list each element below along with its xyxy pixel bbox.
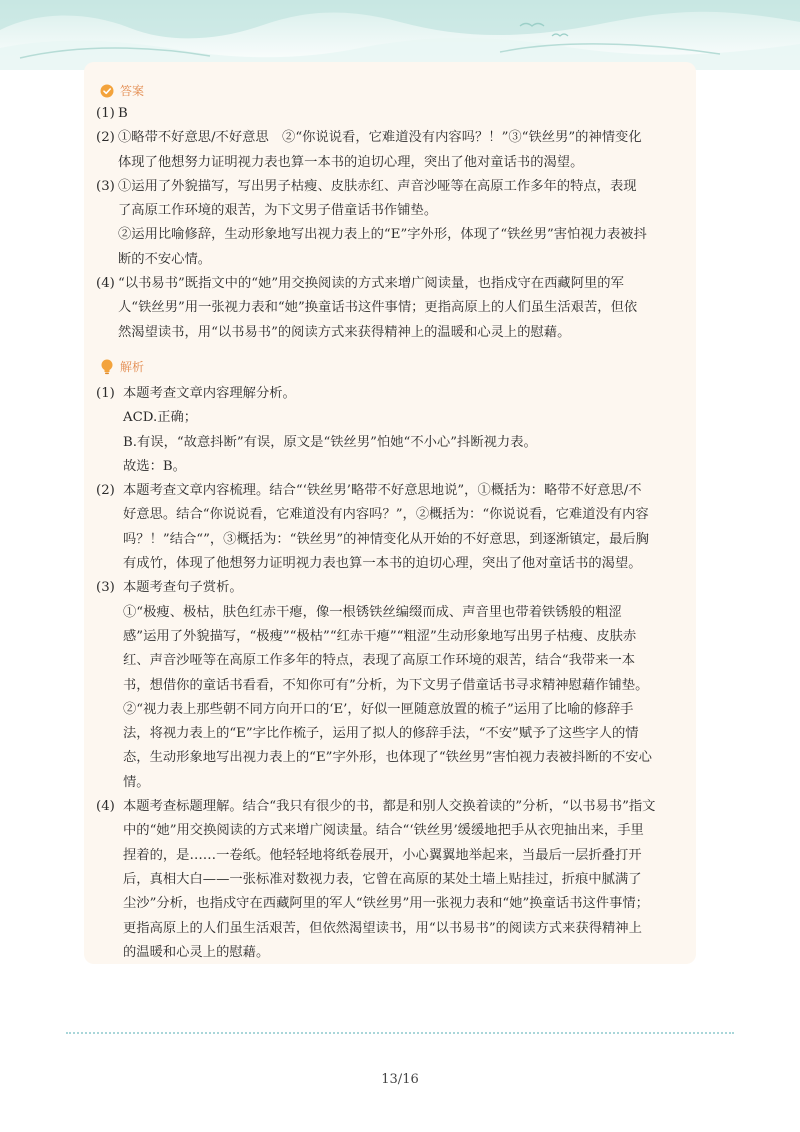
explanation-line: 本题考查句子赏析。 bbox=[123, 580, 243, 596]
answer-line: B bbox=[118, 106, 128, 121]
explanation-line: 故选：B。 bbox=[123, 458, 186, 474]
explanation-line: ①“极瘦、极枯，肤色红赤干瘪，像一根锈铁丝编缀而成、声音里也带着铁锈般的粗涩 bbox=[123, 604, 622, 620]
explanation-line: 有成竹，体现了他想努力证明视力表也算一本书的迫切心理，突出了他对童话书的渴望。 bbox=[123, 556, 642, 572]
page-number: 13/16 bbox=[381, 1072, 419, 1087]
explanation-line: 尘沙”分析，也指戍守在西藏阿里的军人“铁丝男”用一张视力表和“她”换童话书这件事情； bbox=[123, 896, 649, 912]
explanation-line: 感”运用了外貌描写，“极瘦”“极枯”“红赤干瘪”“粗涩”生动形象地写出男子枯瘦、皮肤赤 bbox=[123, 628, 637, 644]
explanation-item bbox=[96, 382, 696, 479]
answer-heading-label: 答案 bbox=[120, 84, 145, 98]
answer-heading bbox=[100, 82, 144, 99]
explanation-line: 吗？！”结合“”，③概括为：“铁丝男”的神情变化从开始的不好意思，到逐渐镇定，最后胸 bbox=[123, 531, 649, 547]
explanation-number: (4) bbox=[96, 799, 115, 815]
answer-number: (2) bbox=[96, 130, 115, 146]
answer-line: ①略带不好意思/不好意思 ②“你说说看，它难道没有内容吗？！”③“铁丝男”的神情变化 bbox=[118, 130, 642, 146]
answer-number: (4) bbox=[96, 276, 115, 292]
explanation-number: (1) bbox=[96, 386, 115, 401]
answer-item bbox=[96, 175, 696, 272]
answer-line: ②运用比喻修辞，生动形象地写出视力表上的“E”字外形，体现了“铁丝男”害怕视力表被抖 bbox=[118, 227, 647, 243]
explanation-line: 捏着的，是……一卷纸。他轻轻地将纸卷展开，小心翼翼地举起来，当最后一层折叠打开 bbox=[123, 847, 642, 863]
explanation-number: (3) bbox=[96, 580, 115, 596]
answer-number: (3) bbox=[96, 178, 115, 194]
answer-line: 了高原工作环境的艰苦，为下文男子借童话书作铺垫。 bbox=[118, 203, 438, 219]
lightbulb-icon bbox=[100, 359, 114, 375]
explanation-line: 法，将视力表上的“E”字比作梳子，运用了拟人的修辞手法，“不安”赋予了这些字人的情 bbox=[123, 726, 639, 742]
answer-item bbox=[96, 272, 696, 345]
header-banner bbox=[0, 0, 800, 70]
explanation-item bbox=[96, 795, 696, 965]
explanation-line: 书，想借你的童话书看看，不知你可有”分析，为下文男子借童话书寻求精神慰藉作铺垫。 bbox=[123, 677, 649, 693]
explanation-number: (2) bbox=[96, 483, 115, 499]
answer-line: 然渴望读书，用“以书易书”的阅读方式来获得精神上的温暖和心灵上的慰藉。 bbox=[118, 324, 571, 340]
explanation-line: 本题考查文章内容理解分析。 bbox=[123, 386, 296, 401]
explanation-line: ②“视力表上那些朝不同方向开口的‘E’，好似一匣随意放置的梳子”运用了比喻的修辞手 bbox=[123, 701, 634, 717]
answer-number: (1) bbox=[96, 106, 115, 121]
explanation-list bbox=[96, 382, 696, 965]
answer-list bbox=[96, 102, 696, 345]
explanation-line: 本题考查标题理解。结合“我只有很少的书，都是和别人交换着读的”分析，“以书易书”指文 bbox=[123, 799, 656, 815]
explanation-item bbox=[96, 576, 696, 795]
explanation-line: 态，生动形象地写出视力表上的“E”字外形，也体现了“铁丝男”害怕视力表被抖断的不安心 bbox=[123, 750, 652, 766]
explanation-line: 的温暖和心灵上的慰藉。 bbox=[123, 944, 270, 960]
explanation-line: 本题考查文章内容梳理。结合“‘铁丝男’略带不好意思地说”，①概括为：略带不好意思/不 bbox=[123, 483, 642, 499]
answer-item bbox=[96, 126, 696, 175]
explanation-line: 情。 bbox=[123, 774, 150, 790]
answer-item bbox=[96, 102, 696, 126]
explanation-line: 后，真相大白——一张标准对数视力表，它曾在高原的某处土墙上贴挂过，折痕中腻满了 bbox=[123, 871, 642, 887]
explain-heading bbox=[100, 358, 144, 375]
answer-line: 人“铁丝男”用一张视力表和“她”换童话书这件事情；更指高原上的人们虽生活艰苦，但依 bbox=[118, 300, 638, 316]
answer-line: 断的不安心情。 bbox=[118, 251, 212, 267]
answer-line: “以书易书”既指文中的“她”用交换阅读的方式来增广阅读量，也指戍守在西藏阿里的军 bbox=[118, 276, 624, 292]
explanation-item bbox=[96, 479, 696, 576]
answer-line: 体现了他想努力证明视力表也算一本书的迫切心理，突出了他对童话书的渴望。 bbox=[118, 154, 584, 170]
explain-heading-label: 解析 bbox=[120, 360, 145, 374]
explanation-line: B.有误，“故意抖断”有误，原文是“铁丝男”怕她“不小心”抖断视力表。 bbox=[123, 434, 537, 450]
explanation-line: ACD.正确； bbox=[123, 410, 198, 426]
answer-line: ①运用了外貌描写，写出男子枯瘦、皮肤赤红、声音沙哑等在高原工作多年的特点，表现 bbox=[118, 178, 637, 194]
explanation-line: 红、声音沙哑等在高原工作多年的特点，表现了高原工作环境的艰苦，结合“我带来一本 bbox=[123, 653, 636, 669]
footer-divider bbox=[66, 1032, 734, 1034]
explanation-line: 中的“她”用交换阅读的方式来增广阅读量。结合“‘铁丝男’缓缓地把手从衣兜抽出来，手里 bbox=[123, 823, 644, 839]
check-circle-icon bbox=[100, 84, 114, 98]
explanation-line: 更指高原上的人们虽生活艰苦，但依然渴望读书，用“以书易书”的阅读方式来获得精神上 bbox=[123, 920, 642, 936]
explanation-line: 好意思。结合“你说说看，它难道没有内容吗？”，②概括为：“你说说看，它难道没有内容 bbox=[123, 507, 649, 523]
